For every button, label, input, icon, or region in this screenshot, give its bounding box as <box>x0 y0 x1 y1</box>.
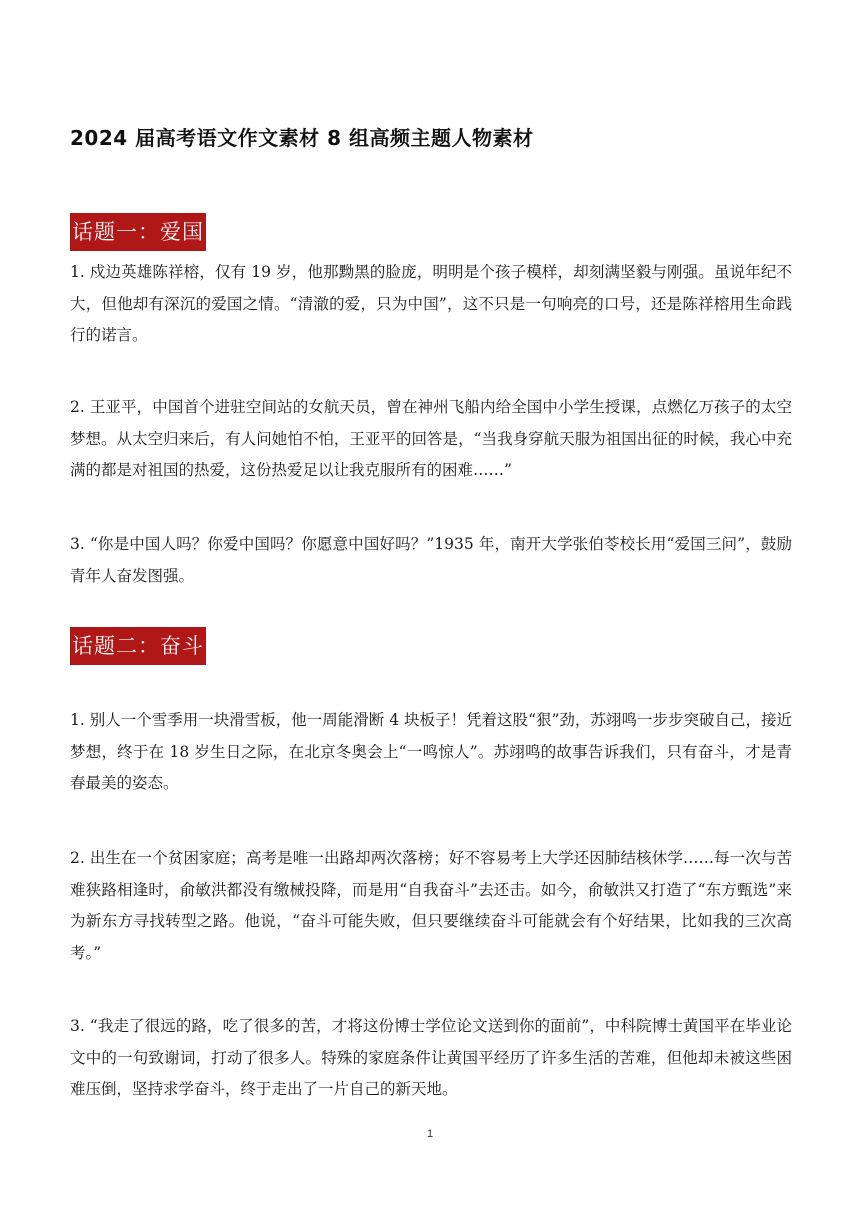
paragraph: 2. 出生在一个贫困家庭；高考是唯一出路却两次落榜；好不容易考上大学还因肺结核休学……每一次与苦难狭路相逢时，俞敏洪都没有缴械投降，而是用“自我奋斗”去还击。如今，俞敏洪又打造了“东方甄选”来为新东方寻找转型之路。他说，“奋斗可能失败，但只要继续奋斗可能就会有个好结果，比如我的三次高考。” <box>70 849 792 962</box>
section-heading-patriotism: 话题一：爱国 <box>70 213 206 251</box>
paragraph: 1. 别人一个雪季用一块滑雪板，他一周能滑断 4 块板子！凭着这股“狠”劲，苏翊鸣一步步突破自己，接近梦想，终于在 18 岁生日之际，在北京冬奥会上“一鸣惊人”。苏翊鸣的故事告诉我们，只有奋斗，才是青春最美的姿态。 <box>70 711 792 792</box>
paragraph: 1. 戍边英雄陈祥榕，仅有 19 岁，他那黝黑的脸庞，明明是个孩子模样，却刻满坚毅与刚强。虽说年纪不大，但他却有深沉的爱国之情。“清澈的爱，只为中国”，这不只是一句响亮的口号，还是陈祥榕用生命践行的诺言。 <box>70 263 792 344</box>
paragraph: 3. “你是中国人吗？你爱中国吗？你愿意中国好吗？”1935 年，南开大学张伯苓校长用“爱国三问”，鼓励青年人奋发图强。 <box>70 535 792 585</box>
section-heading-struggle: 话题二：奋斗 <box>70 627 206 665</box>
paragraph: 3. “我走了很远的路，吃了很多的苦，才将这份博士学位论文送到你的面前”，中科院博士黄国平在毕业论文中的一句致谢词，打动了很多人。特殊的家庭条件让黄国平经历了许多生活的苦难，但他却未被这些困难压倒，坚持求学奋斗，终于走出了一片自己的新天地。 <box>70 1017 792 1098</box>
page-number: 1 <box>426 1128 434 1140</box>
paragraph: 2. 王亚平，中国首个进驻空间站的女航天员，曾在神州飞船内给全国中小学生授课，点燃亿万孩子的太空梦想。从太空归来后，有人问她怕不怕，王亚平的回答是，“当我身穿航天服为祖国出征的时候，我心中充满的都是对祖国的热爱，这份热爱足以让我克服所有的困难……” <box>70 398 792 479</box>
document-title: 2024 届高考语文作文素材 8 组高频主题人物素材 <box>70 126 534 150</box>
